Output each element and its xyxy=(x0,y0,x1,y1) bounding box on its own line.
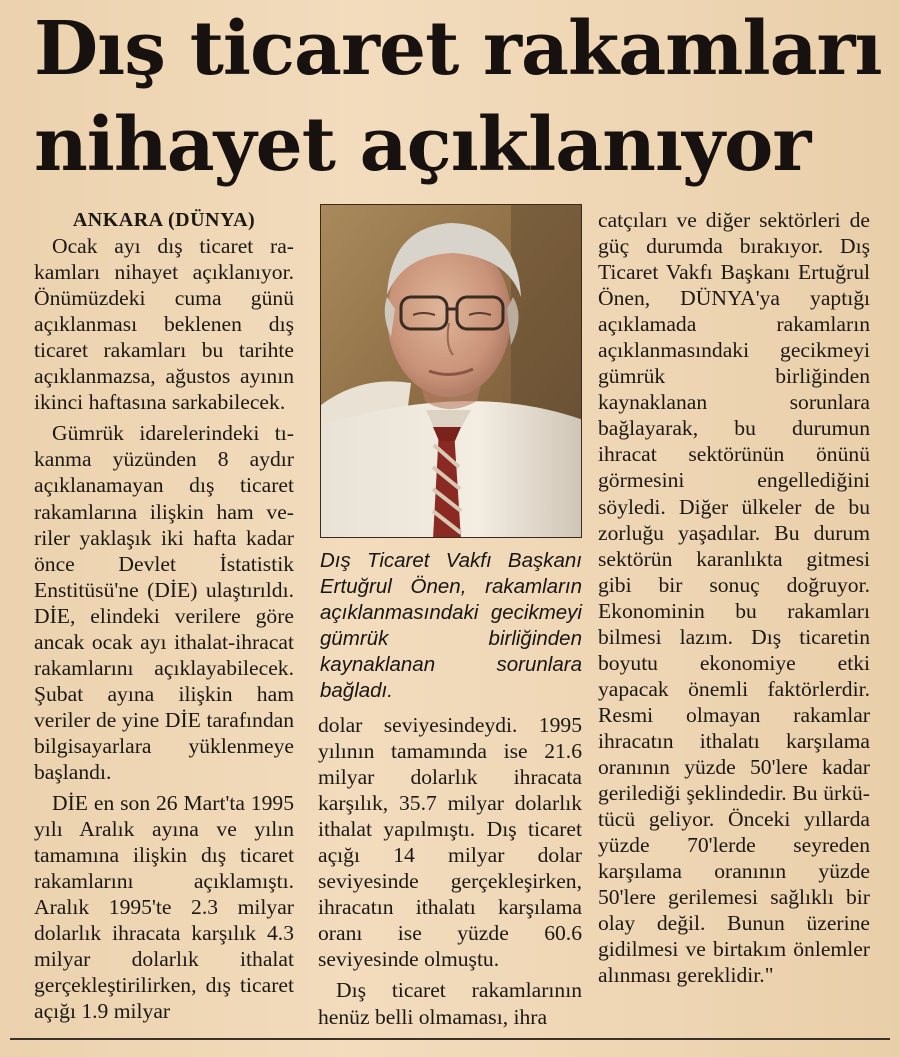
headline-line-2: nihayet açıklanıyor xyxy=(34,102,811,188)
paragraph-5: Dış ticaret rakamlarının henüz belli olmaması, ihra xyxy=(318,978,582,1029)
headline-line-1: Dış ticaret rakamları xyxy=(34,6,882,92)
article-column-3 xyxy=(598,207,870,988)
photo-caption: Dış Ticaret Vakfı Başkanı Ertuğrul Önen, rakamların açıklanmasındaki gecikmeyi gümrük birliğinden kaynaklanan sorunlara bağladı. xyxy=(320,549,582,702)
paragraph-3: DİE en son 26 Mart'ta 1995 yılı Aralık ayına ve yılın tamamına ilişkin dış ticaret rakamlarını açıklamıştı. Aralık 1995'te 2.3 milyar dolarlık ihracata karşılık 4.3 milyar dolarlık ithalat gerçekleştirilirken, dış ticaret açığı 1.9 milyar xyxy=(34,791,294,1024)
paragraph-4: dolar seviyesindeydi. 1995 yılının tamamında ise 21.6 milyar dolarlık ihracata karşılık, 35.7 milyar dolarlık ithalat yapılmıştı. Dış ticaret açığı 14 milyar dolar seviyesinde gerçekleşirken, ihracatın ithalatı karşılama oranı ise yüzde 60.6 seviyesinde olmuştu. xyxy=(318,713,582,972)
portrait-illustration xyxy=(321,205,582,538)
byline: ANKARA (DÜNYA) xyxy=(72,209,256,231)
paragraph-1: Ocak ayı dış ticaret rakamları nihayet açıklanıyor. Önümüzdeki cuma günü açıklanması beklenen dış ticaret rakamları bu tarihte açıklanmazsa, ağustos ayının ikinci haftasına sarkabilecek. xyxy=(34,234,294,415)
article-column-1 xyxy=(34,207,294,1024)
paragraph-2: Gümrük idarelerindeki tıkanma yüzünden 8 aydır açıklanamayan dış ticaret rakamlarına ilişkin ham veriler yaklaşık iki hafta kadar önce Devlet İstatistik Enstitüsü'ne (DİE) ulaştırıldı. DİE, elindeki verilere göre ancak ocak ayı ithalat-ihracat rakamlarını açıklayabilecek. Şubat ayına ilişkin ham veriler de yine DİE tarafından bilgisayarlara yüklenmeye başlandı. xyxy=(34,421,294,784)
article-column-2 xyxy=(318,712,582,1030)
paragraph-6: catçıları ve diğer sektörleri de güç durumda bırakıyor. Dış Ticaret Vakfı Başkanı Ertuğrul Önen, DÜNYA'ya yaptığı açıklamada rakamların açıklanmasındaki gecikmeyi gümrük birliğinden kaynaklanan sorunlara bağlayarak, bu durumun ihracat sektörünün önünü görmesini engellediğini söyledi. Diğer ülkeler de bu zorluğu yaşadılar. Bu durum sektörün karanlıkta gitmesi gibi bir sonuç doğruyor. Ekonominin bu rakamları bilmesi lazım. Dış ticaretin boyutu ekonomiye etki yapacak önemli faktörlerdir. Resmi olmayan rakamlar ihracatın ithalatı karşılama oranının yüzde 50'lere kadar gerilediği şeklindedir. Bu ürkütücü geliyor. Önceki yıllarda yüzde 70'lerde seyreden karşılama oranının yüzde 50'lere gerilemesi sağlıklı bir olay değil. Bunun üzerine gidilmesi ve birtakım önlemler alınması gereklidir." xyxy=(598,208,870,988)
bottom-rule xyxy=(10,1038,890,1040)
portrait-photo xyxy=(320,204,582,538)
